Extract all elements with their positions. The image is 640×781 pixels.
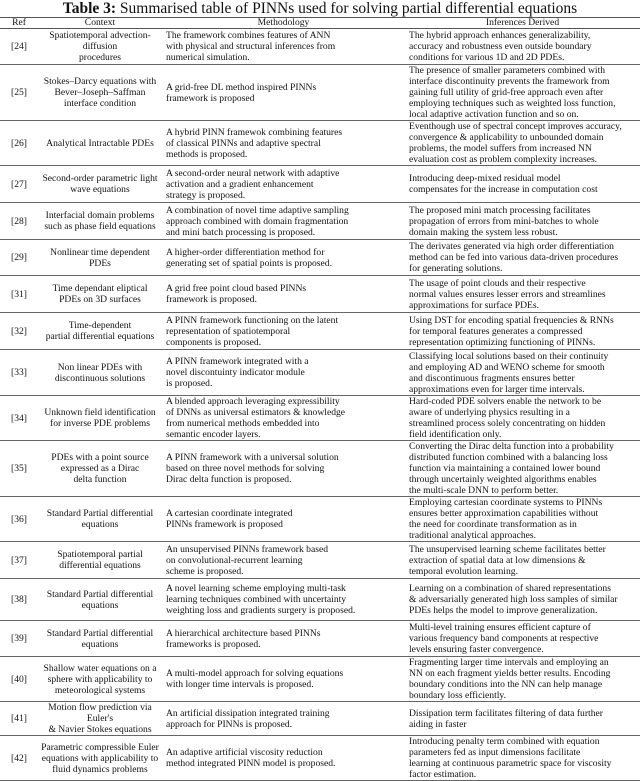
inferences-cell: Employing cartesian coordinate systems to PINNs ensures better approximation capabilities without the need for coordinate transformation as in traditional analytical approaches. bbox=[405, 497, 640, 542]
inferences-cell: Hard-coded PDE solvers enable the network to be aware of underlying physics resulting in a streamlined process solely concentrating on hidden field identification only. bbox=[405, 396, 640, 441]
context-cell: Spatiotemporal advection-diffusion procedures bbox=[38, 29, 162, 65]
inferences-cell: The presence of smaller parameters combined with interface discontinuity prevents the framework from gaining full utility of grid-free approach even after employing techniques such as weighted loss function, local adaptive activation function and so on. bbox=[405, 65, 640, 121]
methodology-cell: A hierarchical architecture based PINNs frameworks is proposed. bbox=[162, 621, 405, 657]
methodology-cell: A multi-model approach for solving equations with longer time intervals is proposed. bbox=[162, 657, 405, 702]
table-caption bbox=[0, 0, 640, 17]
inferences-cell: Fragmenting larger time intervals and employing an NN on each fragment yields better results. Encoding boundary conditions into the NN can help manage boundary loss efficiently. bbox=[405, 657, 640, 702]
inferences-cell: The usage of point clouds and their respective normal values ensures lesser errors and streamlines approximations for surface PDEs. bbox=[405, 276, 640, 313]
table-row bbox=[0, 240, 640, 276]
table-row bbox=[0, 441, 640, 497]
methodology-cell: A hybrid PINN framewok combining features of classical PINNs and adaptive spectral methods is proposed. bbox=[162, 121, 405, 166]
context-cell: Spatiotemporal partial differential equations bbox=[38, 542, 162, 579]
table-row bbox=[0, 203, 640, 240]
methodology-cell: The framework combines features of ANN with physical and structural inferences from numerical simulation. bbox=[162, 29, 405, 65]
methodology-cell: An adaptive artificial viscosity reduction method integrated PINN model is proposed. bbox=[162, 736, 405, 781]
header-inferences: Inferences Derived bbox=[405, 18, 640, 29]
ref-cell: [37] bbox=[0, 542, 38, 579]
context-cell: Interfacial domain problems such as phase field equations bbox=[38, 203, 162, 240]
table-caption-text: Summarised table of PINNs used for solving partial differential equations bbox=[116, 0, 578, 17]
methodology-cell: An artificial dissipation integrated training approach for PINNs is proposed. bbox=[162, 702, 405, 736]
inferences-cell: Dissipation term facilitates filtering of data further aiding in faster bbox=[405, 702, 640, 736]
context-cell: Unknown field identification for inverse PDE problems bbox=[38, 396, 162, 441]
context-cell: Shallow water equations on a sphere with applicability to meteorological systems bbox=[38, 657, 162, 702]
inferences-cell: The hybrid approach enhances generalizability, accuracy and robustness even outside boundary conditions for various 1D and 2D PDEs. bbox=[405, 29, 640, 65]
ref-cell: [28] bbox=[0, 203, 38, 240]
ref-cell: [24] bbox=[0, 29, 38, 65]
table-row bbox=[0, 579, 640, 621]
context-cell: Nonlinear time dependent PDEs bbox=[38, 240, 162, 276]
context-cell: Parametric compressible Euler equations with applicability to fluid dynamics problems bbox=[38, 736, 162, 781]
inferences-cell: Using DST for encoding spatial frequencies & RNNs for temporal features generates a compressed representation optimizing functioning of PINNs. bbox=[405, 313, 640, 350]
ref-cell: [39] bbox=[0, 621, 38, 657]
table-row bbox=[0, 121, 640, 166]
ref-cell: [32] bbox=[0, 313, 38, 350]
methodology-cell: A second-order neural network with adaptive activation and a gradient enhancement strategy is proposed. bbox=[162, 166, 405, 203]
header-row bbox=[0, 18, 640, 29]
table-row bbox=[0, 65, 640, 121]
table-row bbox=[0, 736, 640, 781]
ref-cell: [29] bbox=[0, 240, 38, 276]
methodology-cell: A grid-free DL method inspired PINNs framework is proposed bbox=[162, 65, 405, 121]
table-caption-label: Table 3: bbox=[62, 0, 117, 17]
table-row bbox=[0, 276, 640, 313]
ref-cell: [34] bbox=[0, 396, 38, 441]
methodology-cell: A novel learning scheme employing multi-task learning techniques combined with uncertainty weighting loss and gradients surgery is proposed. bbox=[162, 579, 405, 621]
table-row bbox=[0, 29, 640, 65]
inferences-cell: Converting the Dirac delta function into a probability distributed function combined with a balancing loss function via maintaining a contained lower bound through uncertainly weighted algorithms enables the multi-scale DNN to perform better. bbox=[405, 441, 640, 497]
context-cell: Stokes–Darcy equations with Bever–Joseph–Saffman interface condition bbox=[38, 65, 162, 121]
table-body bbox=[0, 29, 640, 781]
table-row bbox=[0, 396, 640, 441]
ref-cell: [36] bbox=[0, 497, 38, 542]
inferences-cell: Classifying local solutions based on their continuity and employing AD and WENO scheme for smooth and discontinuous fragments ensures better approximations even for larger time intervals. bbox=[405, 350, 640, 396]
context-cell: Standard Partial differential equations bbox=[38, 621, 162, 657]
inferences-cell: The proposed mini match processing facilitates propagation of errors from mini-batches to whole domain making the system less robust. bbox=[405, 203, 640, 240]
ref-cell: [42] bbox=[0, 736, 38, 781]
context-cell: Motion flow prediction via Euler's & Navier Stokes equations bbox=[38, 702, 162, 736]
inferences-cell: Introducing deep-mixed residual model compensates for the increase in computation cost bbox=[405, 166, 640, 203]
ref-cell: [25] bbox=[0, 65, 38, 121]
ref-cell: [35] bbox=[0, 441, 38, 497]
header-methodology: Methodology bbox=[162, 18, 405, 29]
ref-cell: [41] bbox=[0, 702, 38, 736]
inferences-cell: Introducing penalty term combined with equation parameters fed as input dimensions facilitate learning at continuous parametric space for viscosity factor estimation. bbox=[405, 736, 640, 781]
inferences-cell: The unsupervised learning scheme facilitates better extraction of spatial data at low dimensions & temporal evolution learning. bbox=[405, 542, 640, 579]
context-cell: Time dependant eliptical PDEs on 3D surfaces bbox=[38, 276, 162, 313]
table-row bbox=[0, 350, 640, 396]
header-ref: Ref bbox=[0, 18, 38, 29]
methodology-cell: A PINN framework functioning on the latent representation of spatiotemporal components is proposed. bbox=[162, 313, 405, 350]
table-row bbox=[0, 497, 640, 542]
context-cell: Standard Partial differential equations bbox=[38, 497, 162, 542]
inferences-cell: Multi-level training ensures efficient capture of various frequency band components at respective levels ensuring faster convergence. bbox=[405, 621, 640, 657]
context-cell: Standard Partial differential equations bbox=[38, 579, 162, 621]
inferences-cell: Eventhough use of spectral concept improves accuracy, convergence & applicability to unbounded domain problems, the model suffers from increased NN evaluation cost as problem complexity increases. bbox=[405, 121, 640, 166]
ref-cell: [38] bbox=[0, 579, 38, 621]
methodology-cell: A combination of novel time adaptive sampling approach combined with domain fragmentation and mini batch processing is proposed. bbox=[162, 203, 405, 240]
context-cell: Non linear PDEs with discontinuous solutions bbox=[38, 350, 162, 396]
inferences-cell: Learning on a combination of shared representations & adversarially generated high loss samples of similar PDEs helps the model to improve generalization. bbox=[405, 579, 640, 621]
methodology-cell: An unsupervised PINNs framework based on convolutional-recurrent learning scheme is proposed. bbox=[162, 542, 405, 579]
table-row bbox=[0, 702, 640, 736]
ref-cell: [33] bbox=[0, 350, 38, 396]
header-context: Context bbox=[38, 18, 162, 29]
methodology-cell: A grid free point cloud based PINNs framework is proposed. bbox=[162, 276, 405, 313]
table-row bbox=[0, 313, 640, 350]
table-row bbox=[0, 657, 640, 702]
table-row bbox=[0, 542, 640, 579]
inferences-cell: The derivates generated via high order differentiation method can be fed into various data-driven procedures for generating solutions. bbox=[405, 240, 640, 276]
context-cell: Analytical Intractable PDEs bbox=[38, 121, 162, 166]
methodology-cell: A cartesian coordinate integrated PINNs framework is proposed bbox=[162, 497, 405, 542]
context-cell: Time-dependent partial differential equations bbox=[38, 313, 162, 350]
methodology-cell: A PINN framework with a universal solution based on three novel methods for solving Dirac delta function is proposed. bbox=[162, 441, 405, 497]
context-cell: Second-order parametric light wave equations bbox=[38, 166, 162, 203]
methodology-cell: A higher-order differentiation method for generating set of spatial points is proposed. bbox=[162, 240, 405, 276]
ref-cell: [31] bbox=[0, 276, 38, 313]
ref-cell: [27] bbox=[0, 166, 38, 203]
methodology-cell: A PINN framework integrated with a novel discontuinty indicator module is proposed. bbox=[162, 350, 405, 396]
ref-cell: [40] bbox=[0, 657, 38, 702]
table-row bbox=[0, 166, 640, 203]
methodology-cell: A blended approach leveraging expressibility of DNNs as universal estimators & knowledge from numerical methods embedded into semantic encoder layers. bbox=[162, 396, 405, 441]
table-row bbox=[0, 621, 640, 657]
ref-cell: [26] bbox=[0, 121, 38, 166]
context-cell: PDEs with a point source expressed as a Dirac delta function bbox=[38, 441, 162, 497]
pinn-summary-table bbox=[0, 17, 640, 781]
